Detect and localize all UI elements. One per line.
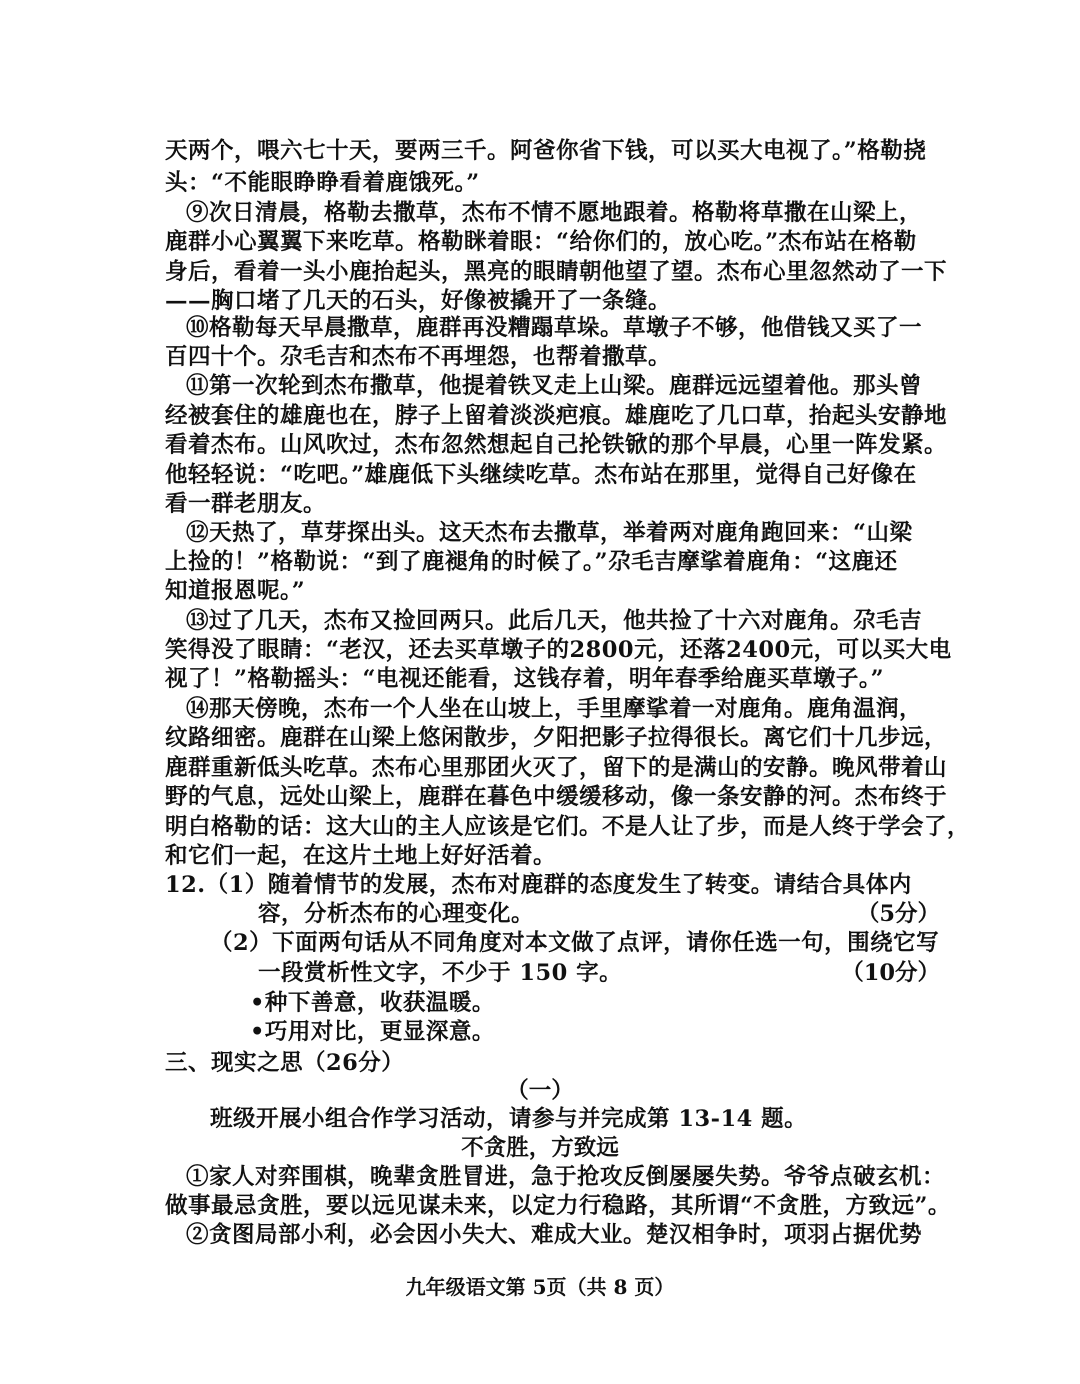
text-line: 笑得没了眼睛：“老汉，还去买草墩子的2800元，还落2400元，可以买大电 bbox=[165, 637, 952, 663]
text-line: ②贪图局部小利，必会因小失大、难成大业。楚汉相争时，项羽占据优势 bbox=[186, 1222, 923, 1248]
question-12-part-1-cont: 容，分析杰布的心理变化。 bbox=[258, 901, 535, 927]
text-line: 视了！”格勒摇头：“电视还能看，这钱存着，明年春季给鹿买草墩子。” bbox=[165, 666, 885, 692]
instructions: 班级开展小组合作学习活动，请参与并完成第 13-14 题。 bbox=[210, 1106, 808, 1132]
page-footer: 九年级语文第 5页（共 8 页） bbox=[405, 1275, 675, 1299]
text-line: 鹿群小心翼翼下来吃草。格勒眯着眼：“给你们的，放心吃。”杰布站在格勒 bbox=[165, 229, 917, 255]
text-line: 他轻轻说：“吃吧。”雄鹿低下头继续吃草。杰布站在那里，觉得自己好像在 bbox=[165, 462, 917, 488]
text-line: ⑫天热了，草芽探出头。这天杰布去撒草，举着两对鹿角跑回来：“山梁 bbox=[186, 520, 913, 546]
question-12-part-2: （2）下面两句话从不同角度对本文做了点评，请你任选一句，围绕它写 bbox=[210, 930, 940, 956]
text-line: 看着杰布。山风吹过，杰布忽然想起自己抡铁锨的那个早晨，心里一阵发紧。 bbox=[165, 432, 948, 458]
bullet-option-2: •巧用对比，更显深意。 bbox=[250, 1019, 495, 1045]
text-line: ⑭那天傍晚，杰布一个人坐在山坡上，手里摩挲着一对鹿角。鹿角温润， bbox=[186, 696, 923, 722]
section-heading: 三、现实之思（26分） bbox=[165, 1050, 405, 1076]
text-line: ——胸口堵了几天的石头，好像被撬开了一条缝。 bbox=[165, 288, 672, 314]
text-line: ⑩格勒每天早晨撒草，鹿群再没糟蹋草垛。草墩子不够，他借钱又买了一 bbox=[186, 315, 923, 341]
text-line: 鹿群重新低头吃草。杰布心里那团火灭了，留下的是满山的安静。晚风带着山 bbox=[165, 755, 948, 781]
question-12-part-2-cont: 一段赏析性文字，不少于 150 字。 bbox=[258, 960, 623, 986]
text-line: 身后，看着一头小鹿抬起头，黑亮的眼睛朝他望了望。杰布心里忽然动了一下 bbox=[165, 259, 948, 285]
text-line: 纹路细密。鹿群在山梁上悠闲散步，夕阳把影子拉得很长。离它们十几步远， bbox=[165, 725, 948, 751]
text-line: ①家人对弈围棋，晚辈贪胜冒进，急于抢攻反倒屡屡失势。爷爷点破玄机： bbox=[186, 1164, 946, 1190]
text-line: 和它们一起，在这片土地上好好活着。 bbox=[165, 843, 557, 869]
text-line: 看一群老朋友。 bbox=[165, 491, 327, 517]
text-line: ⑨次日清晨，格勒去撒草，杰布不情不愿地跟着。格勒将草撒在山梁上， bbox=[186, 200, 923, 226]
text-line: 做事最忌贪胜，要以远见谋未来，以定力行稳路，其所谓“不贪胜，方致远”。 bbox=[165, 1193, 951, 1219]
subsection-label: （一） bbox=[506, 1078, 574, 1104]
question-12-part-1: 12.（1）随着情节的发展，杰布对鹿群的态度发生了转变。请结合具体内 bbox=[165, 872, 912, 898]
text-line: 经被套住的雄鹿也在，脖子上留着淡淡疤痕。雄鹿吃了几口草，抬起头安静地 bbox=[165, 403, 948, 429]
passage-title: 不贪胜，方致远 bbox=[461, 1135, 619, 1161]
bullet-option-1: •种下善意，收获温暖。 bbox=[250, 990, 495, 1016]
question-12-part-2-score: （10分） bbox=[841, 960, 940, 986]
text-line: 天两个，喂六七十天，要两三千。阿爸你省下钱，可以买大电视了。”格勒挠 bbox=[165, 138, 927, 164]
text-line: ⑬过了几天，杰布又捡回两只。此后几天，他共捡了十六对鹿角。尕毛吉 bbox=[186, 608, 923, 634]
text-line: 百四十个。尕毛吉和杰布不再埋怨，也帮着撒草。 bbox=[165, 344, 672, 370]
text-line: ⑪第一次轮到杰布撒草，他提着铁叉走上山梁。鹿群远远望着他。那头曾 bbox=[186, 373, 923, 399]
question-12-part-1-score: （5分） bbox=[856, 901, 940, 927]
text-line: 上捡的！”格勒说：“到了鹿褪角的时候了。”尕毛吉摩挲着鹿角：“这鹿还 bbox=[165, 549, 898, 575]
text-line: 知道报恩呢。” bbox=[165, 578, 306, 604]
text-line: 野的气息，远处山梁上，鹿群在暮色中缓缓移动，像一条安静的河。杰布终于 bbox=[165, 784, 948, 810]
text-line: 明白格勒的话：这大山的主人应该是它们。不是人让了步，而是人终于学会了， bbox=[165, 814, 971, 840]
text-line: 头：“不能眼睁睁看着鹿饿死。” bbox=[165, 170, 480, 196]
